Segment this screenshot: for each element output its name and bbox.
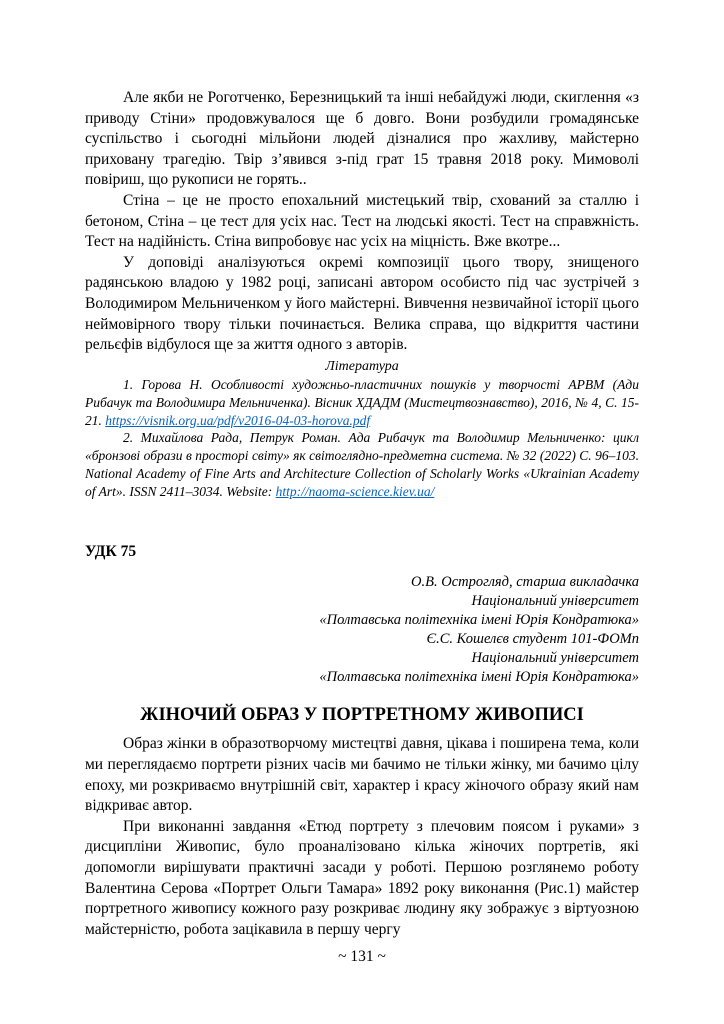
author-line-1: О.В. Острогляд, старша викладачка [411, 573, 639, 590]
article-title: ЖІНОЧИЙ ОБРАЗ У ПОРТРЕТНОМУ ЖИВОПИСІ [140, 705, 584, 726]
article-paragraph-2: При виконанні завдання «Етюд портрету з плечовим поясом і руками» з дисципліни Живопис, було проаналізовано кілька жіночих портретів, які допомогли вирішувати практичні засади у роботі. Першою розглянемо роботу Валентина Серова «Портрет Ольги Тамара» 1892 року виконання (Рис.1) майстер портретного живопису кожного разу розкриває людину яку зображує з віртуозною майстерністю, робота зацікавила в першу чергу [85, 817, 639, 938]
reference-item-2 [85, 429, 639, 500]
author-line-2: Національний університет [471, 592, 639, 609]
paragraph-1: Але якби не Роготченко, Березницький та інші небайдужі люди, скиглення «з приводу Стіни» продовжувалося ще б довго. Вони розбудили громадянське суспільство і сьогодні мільйони людей дізналися про жахливу, майстерно приховану трагедію. Твір з’явився з-під грат 15 травня 2018 року. Мимоволі повіриш, що рукописи не горять.. [85, 89, 639, 189]
reference-2-text: 2. Михайлова Рада, Петрук Роман. Ада Рибачук та Володимир Мельниченко: цикл «бронзові образи в просторі світу» як світоглядно-предметна система. № 32 (2022) С. 96–103. National Academy of Fine Arts and Architecture Collection of Scholarly Works «Ukrainian Academy of Art». ISSN 2411–3034. Website: [85, 430, 639, 499]
literature-heading: Література [325, 358, 399, 374]
author-line-3: «Полтавська політехніка імені Юрія Кондратюка» [319, 611, 639, 628]
author-line-6: «Полтавська політехніка імені Юрія Кондратюка» [319, 669, 639, 686]
paragraph-3: У доповіді аналізуються окремі композиції цього твору, знищеного радянською владою у 1982 році, записані автором особисто під час зустрічей з Володимиром Мельниченком у його майстерні. Вивчення незвичайної історії цього неймовірного твору тільки починається. Велика справа, що відкриття частини рельєфів відбулося ще за життя одного з авторів. [85, 253, 639, 354]
paragraph-2: Стіна – це не просто епохальний мистецький твір, схований за сталлю і бетоном, Стіна – це тест для усіх нас. Тест на людські якості. Тест на справжність. Тест на надійність. Стіна випробовує нас усіх на міцність. Вже вкотре... [85, 192, 639, 251]
reference-item-1 [85, 376, 639, 429]
article-paragraph-1: Образ жінки в образотворчому мистецтві давня, цікава і поширена тема, коли ми переглядаємо портрети різних часів ми бачимо не тільки жінку, ми бачимо цілу епоху, ми розкриваємо внутрішній світ, характер і красу жіночого образу який нам відкриває автор. [85, 735, 639, 815]
reference-1-link[interactable]: https://visnik.org.ua/pdf/v2016-04-03-horova.pdf [105, 412, 371, 428]
reference-1-text: 1. Горова Н. Особливості художньо-пластичних пошуків у творчості АРВМ (Ади Рибачук та Володимира Мельниченка). Вісник ХДАДМ (Мистецтвознавство), 2016, № 4, С. 15-21. [85, 376, 639, 428]
page-number: ~ 131 ~ [338, 948, 386, 965]
author-line-5: Національний університет [471, 650, 639, 667]
udc-code: УДК 75 [85, 542, 137, 560]
author-line-4: Є.С. Кошелєв студент 101-ФОМп [426, 630, 639, 647]
authors-block [85, 573, 639, 688]
reference-2-link[interactable]: http://naoma-science.kiev.ua/ [275, 483, 435, 499]
